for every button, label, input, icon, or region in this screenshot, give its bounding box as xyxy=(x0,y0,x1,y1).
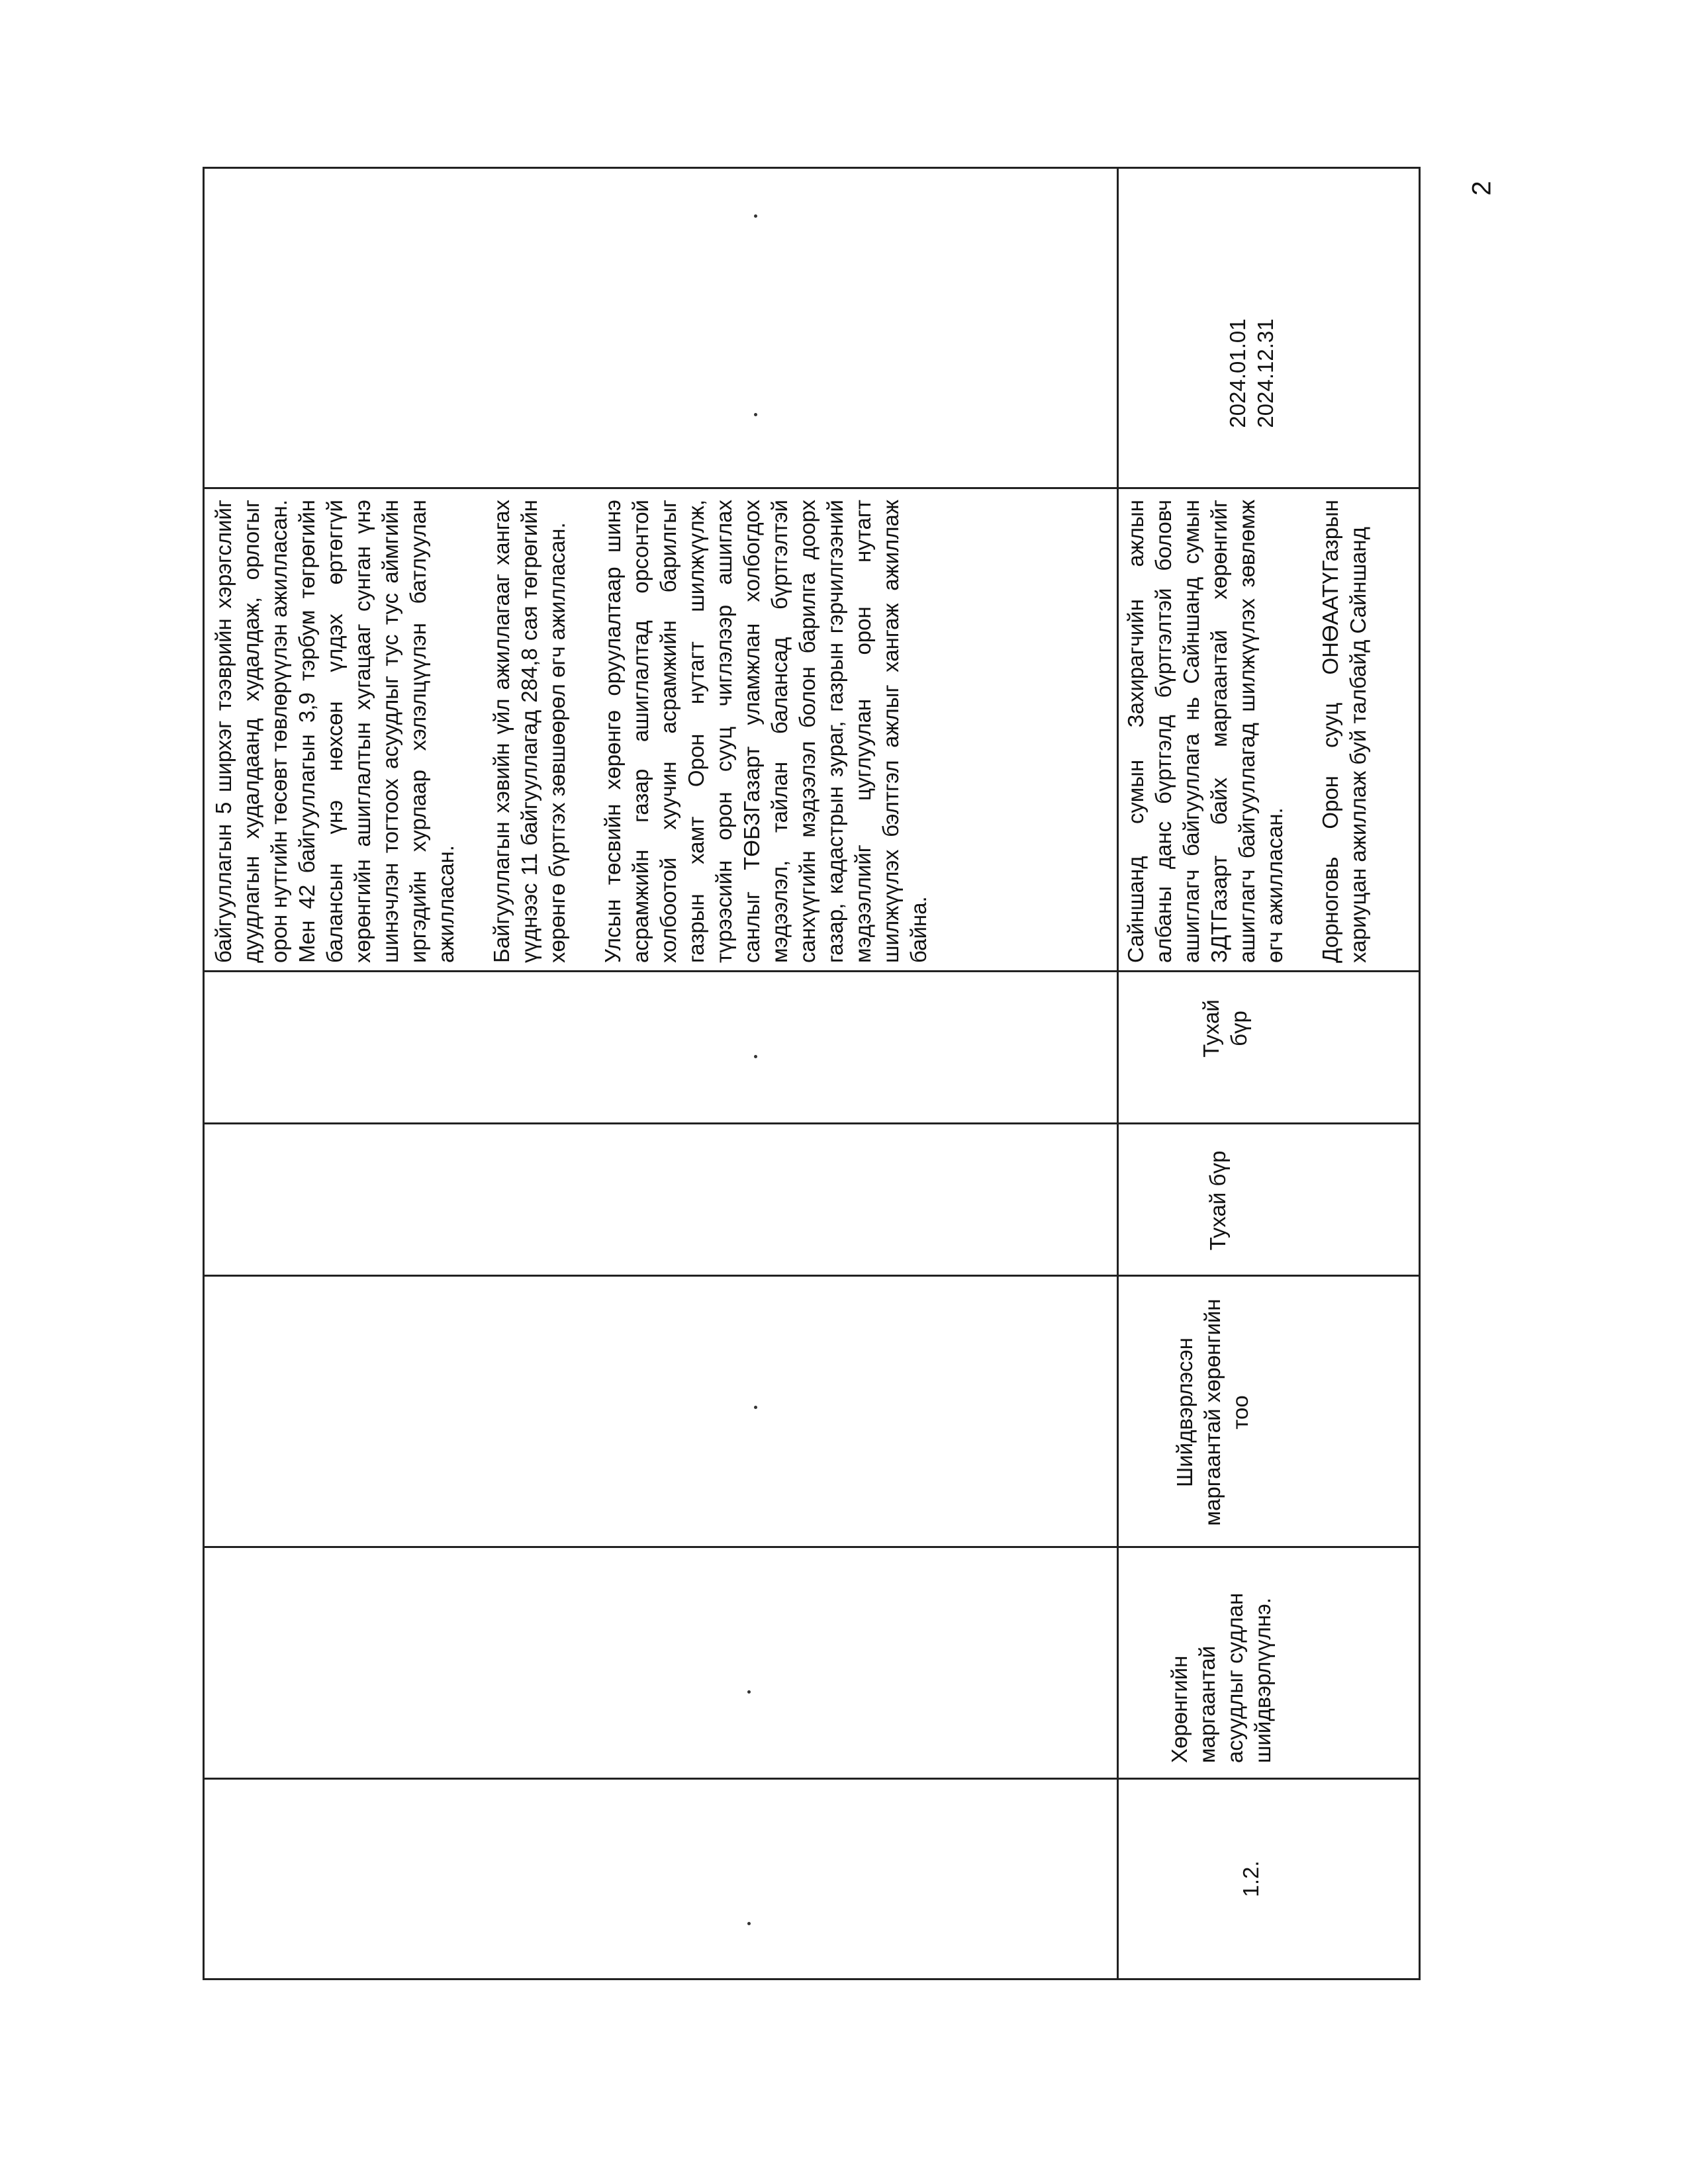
report-table xyxy=(203,167,1421,1980)
row2-target: Тухай бүр xyxy=(1199,999,1251,1058)
row2-date-start: 2024.01.01 xyxy=(1225,318,1250,428)
col-divider-6 xyxy=(205,487,1419,489)
rotated-table-container xyxy=(203,167,1421,1980)
row2-paragraph-1: Сайншанд сумын Захирагчийн ажлын албаны данс бүртгэлд бүртгэлтэй боловч ашиглагч байгууллага нь Сайншанд сумын ЗДТГазарт байх маргаантай хөрөнгийг ашиглагч байгууллагад шилжүүлэх зөвлөмж өгч ажилласан. xyxy=(1123,500,1287,963)
row2-baseline: Тухай бүр xyxy=(1205,1150,1230,1251)
col-divider-3 xyxy=(205,1275,1419,1277)
scan-speck xyxy=(747,1922,751,1925)
col-divider-2 xyxy=(205,1546,1419,1548)
row2-date-end: 2024.12.31 xyxy=(1253,318,1278,428)
col-divider-1 xyxy=(205,1778,1419,1780)
row2-paragraph-2: Дорноговь Орон сууц ОНӨААТҮГазрын хариуцан ажиллаж буй талбайд Сайншанд xyxy=(1318,500,1370,963)
scan-speck xyxy=(754,1055,757,1058)
row2-report-cell xyxy=(1122,500,1372,963)
scan-speck xyxy=(747,1690,751,1694)
row2-task: Хөрөнгийн маргаантай асуудлыг судлан шийдвэрлүүлнэ. xyxy=(1167,1592,1275,1763)
row1-paragraph-3: Улсын төсвийн хөрөнгө оруулалтаар шинэ асрамжийн газар ашиглалтад орсонтой холбоотой хуучин асрамжийн барилгыг газрын хамт Орон нутагт шилжүүлж, түрээсийн орон сууц чиглэлээр ашиглах санлыг ТӨБЗГазарт уламжлан холбогдох мэдээлэл, тайлан балансад бүртгэлтэй санхүүгийн мэдээлэл болон барилга доорх газар, кадастрын зураг, газрын гэрчилгээний мэдээллийг цуглуулан орон нутагт шилжүүлэх бэлтгэл ажлыг хангаж ажиллаж байна. xyxy=(600,500,931,963)
row2-dates xyxy=(1224,271,1280,476)
scan-speck xyxy=(754,214,757,218)
scan-speck xyxy=(754,1406,757,1409)
row1-paragraph-2: Байгууллагын хэвийн үйл ажиллагааг хангах үүднээс 11 байгууллагад 284,8 сая төгрөгийн хөрөнгө бүртгэх зөвшөөрөл өгч ажилласан. xyxy=(489,500,569,963)
row1-paragraph-1: байгууллагын 5 ширхэг тээврийн хэрэгслийг дуудлагын худалдаанд худалдаж, орлогыг орон нутгийн төсөвт төвлөрүүлэн ажилласан. Мен 42 байгууллагын 3,9 тэрбум төгрөгийн балансын үнэ нөхсөн үлдэх өртөггүй хөрөнгийн ашиглалтын хугацааг сунган үнэ шинэчлэн тогтоох асуудлыг тус тус аймгийн иргэдийн хурлаар хэлэлцүүлэн батлуулан ажилласан. xyxy=(211,500,458,963)
page-number: 2 xyxy=(1467,181,1497,196)
row2-number: 1.2. xyxy=(1239,1860,1263,1897)
row2-indicator: Шийдвэрлэсэн маргаантай хөрөнгийн тоо xyxy=(1172,1298,1252,1526)
col-divider-4 xyxy=(205,1122,1419,1124)
row-divider xyxy=(1117,169,1119,1978)
scan-speck xyxy=(754,413,757,416)
col-divider-5 xyxy=(205,970,1419,972)
row1-report-cell xyxy=(210,500,933,963)
